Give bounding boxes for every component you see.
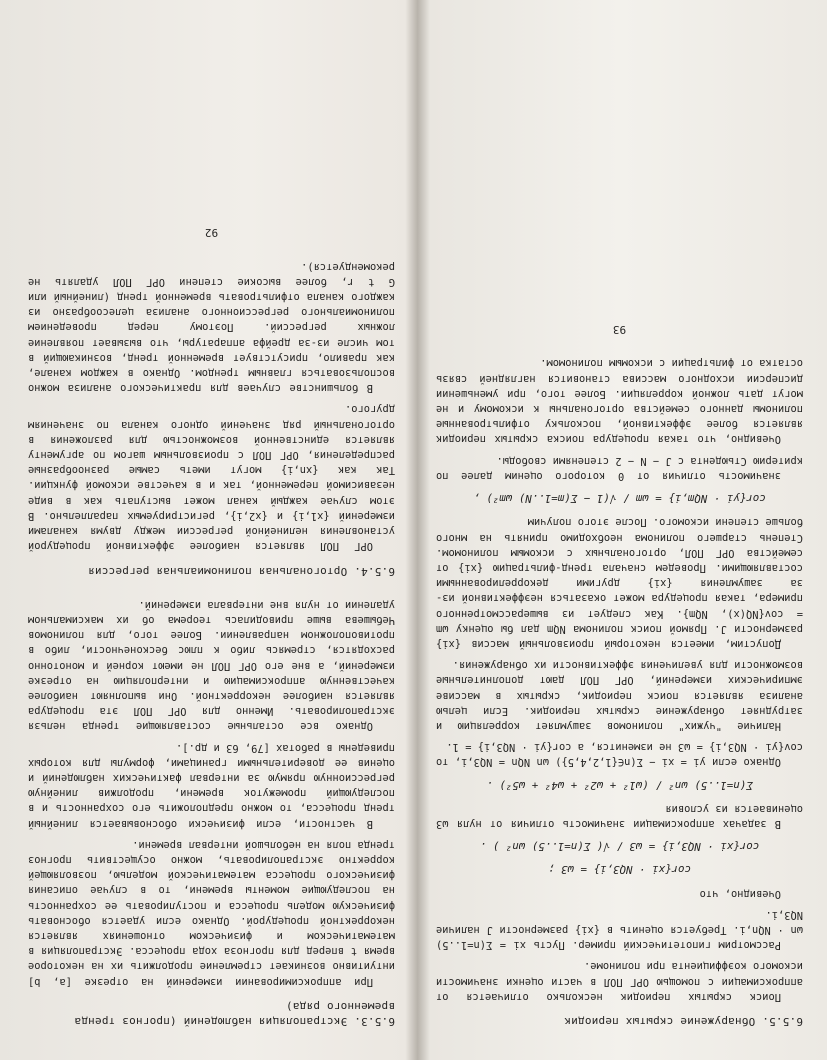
paragraph: Однако если yi = xi − Σ(n∈{1,2,4,5}) ωn NQn = NQ3,i, то cov{yi · NQ3,i} = ω3 не изменится, а cor{yi · NQ3,i} = 1. — [436, 741, 803, 769]
page-93 — [422, 15, 817, 1045]
paragraph: Наличие "чужих" полиномов зашумляет корреляцию и затрудняет обнаружение скрытых периодик. Если целью анализа является поиск периодик, скрытых в массиве эмпирических измерений, ОРГ ПОЛ дают дополнительные возможности для увеличения эффективности их обнаружения. — [436, 659, 803, 732]
section-655-heading: 6.5.5. Обнаружение скрытых периодик — [564, 1015, 803, 1028]
formula: cor{yi · NQm,i} = ωm / √(1 − Σ(m=1..N) ωm²) , — [473, 492, 766, 506]
paragraph: В частности, если физически обосновывается линейный тренд процесса, то можно предположить его сохранность и в последующий промежуток времени, продолжив линейную регрессионную прямую за интервал фактических наблюдений и оценив ее доверительными границами, формулы для которых приведены в работах [79, 63 и др.]. — [28, 741, 395, 830]
paragraph: При аппроксимировании измерений на отрезке [a, b] интуитивно возникает стремление продолжить их на некоторое время t вперед для прогноза хода процесса. Экстраполяция в математическом и физическом отношениях является некорректной процедурой. Однако если удается обосновать физическую модель процесса и постулировать ее сохранность на последующие моменты времени, то в случае описания физического процесса математической моделью, позволяющей корректно экстраполировать, можно осуществить прогноз тренда поля на небольшой интервал времени. — [28, 838, 395, 988]
formula: cor{xi · NQ3,i} = ω3 ; — [548, 863, 692, 877]
section-654-heading: 6.5.4. Ортогональная полиномиальная регрессия — [87, 564, 395, 578]
page-number: 92 — [204, 226, 219, 240]
paragraph: В задачах аппроксимации значимость отличия от нуля ω3 оценивается из условия — [436, 802, 803, 830]
paragraph: ОРГ ПОЛ является наиболее эффективной процедурой установления нелинейной регрессии между двумя каналами измерений {x1,i} и {x2,i}, регистрируемых параллельно. В этом случае каждый канал может выступать как в виде независимой переменной, так и в качестве искомой функции. Так как {xn,i} могут иметь самые разнообразные распределения, ОРГ ПОЛ с произвольным шагом по аргументу является единственной возможностью для разложения в ортогональный ряд значений одного канала по значениям другого. — [28, 403, 395, 553]
page-number: 93 — [612, 323, 627, 337]
formula: cor{xi · NQ3,i} = ω3 / √( Σ(n=1..5) ωn² ) . — [479, 840, 760, 854]
section-653-heading: 6.5.3. Экстраполяция наблюдений (прогноз тренда временного ряда) — [74, 999, 395, 1028]
paragraph: Очевидно, что такая процедура поиска скрытых периодик является более эффективной, поскольку отфильтрованные полиномы данного семейства ортогональны к искомому и не могут дать ложной корреляции. Более того, при уменьшении дисперсии исходного массива становится наглядней связь остатка от фильтрации с искомым полиномом. — [436, 357, 803, 446]
paragraph: Поиск скрытых периодик несколько отличается от аппроксимации с помощью ОРГ ПОЛ в части оценки значимости искомого коэффициента при полиноме. — [436, 960, 803, 1003]
paragraph: Однако все остальные составляющие тренда нельзя экстраполировать. Именно для ОРГ ПОЛ эта процедура является наиболее некорректной. Они выполняют наиболее качественную аппроксимацию и интерполяцию на отрезке измерений, а вне его ОРГ ПОЛ не имеют корней и монотонно расходятся, стремясь либо к плюс бесконечности, либо в противоположном направлении. Более того, для полиномов Чебышева выше приводилась теорема об их максимальном удалении от нуля вне интервала измерений. — [28, 598, 395, 733]
paragraph: значимость отличия от 0 которого оценим далее по критерию Стьюдента с J − N − 2 степенями свободы. — [436, 454, 803, 482]
paragraph: Допустим, имеется некоторый произвольный массив {xi} размерности J. Прямой поиск полинома NQm дал бы оценку ωm = cov{NQ(x), NQm}. Как следует из вышерассмотренного примера, такая процедура может оказаться неэффективной из-за зашумления {xi} другими декоррелированными составляющими. Проведем сначала тренд-фильтрацию {xi} от семейства ОРГ ПОЛ, ортогональных с искомым полиномом. Степень старшего полинома необходимо принять на много больше степени искомого. После этого получим — [436, 516, 803, 650]
paragraph: Очевидно, что — [699, 887, 781, 900]
paragraph: Рассмотрим гипотетический пример. Пусть xi = Σ(n=1..5) ωn · NQn,i. Требуется оценить в {xi} размерности J наличие NQ3,i. — [436, 908, 803, 952]
paragraph: В большинстве случаев для практического анализа можно воспользоваться главным трендом. Однако в каждом канале, как правило, присутствует временной тренд, возникающий в том числе из-за дрейфа аппаратуры, что вызывает появление ложных регрессий. Поэтому перед проведением полиномиального регрессионного анализа целесообразно из каждого канала отфильтровать временной тренд (линейный или G t r, более высокие степени ОРГ ПОЛ удалять не рекомендуется). — [28, 260, 395, 395]
page-92 — [14, 15, 409, 1045]
formula: Σ(n=1..5) ωn² / (ω1² + ω2² + ω4² + ω5²) . — [486, 778, 753, 792]
